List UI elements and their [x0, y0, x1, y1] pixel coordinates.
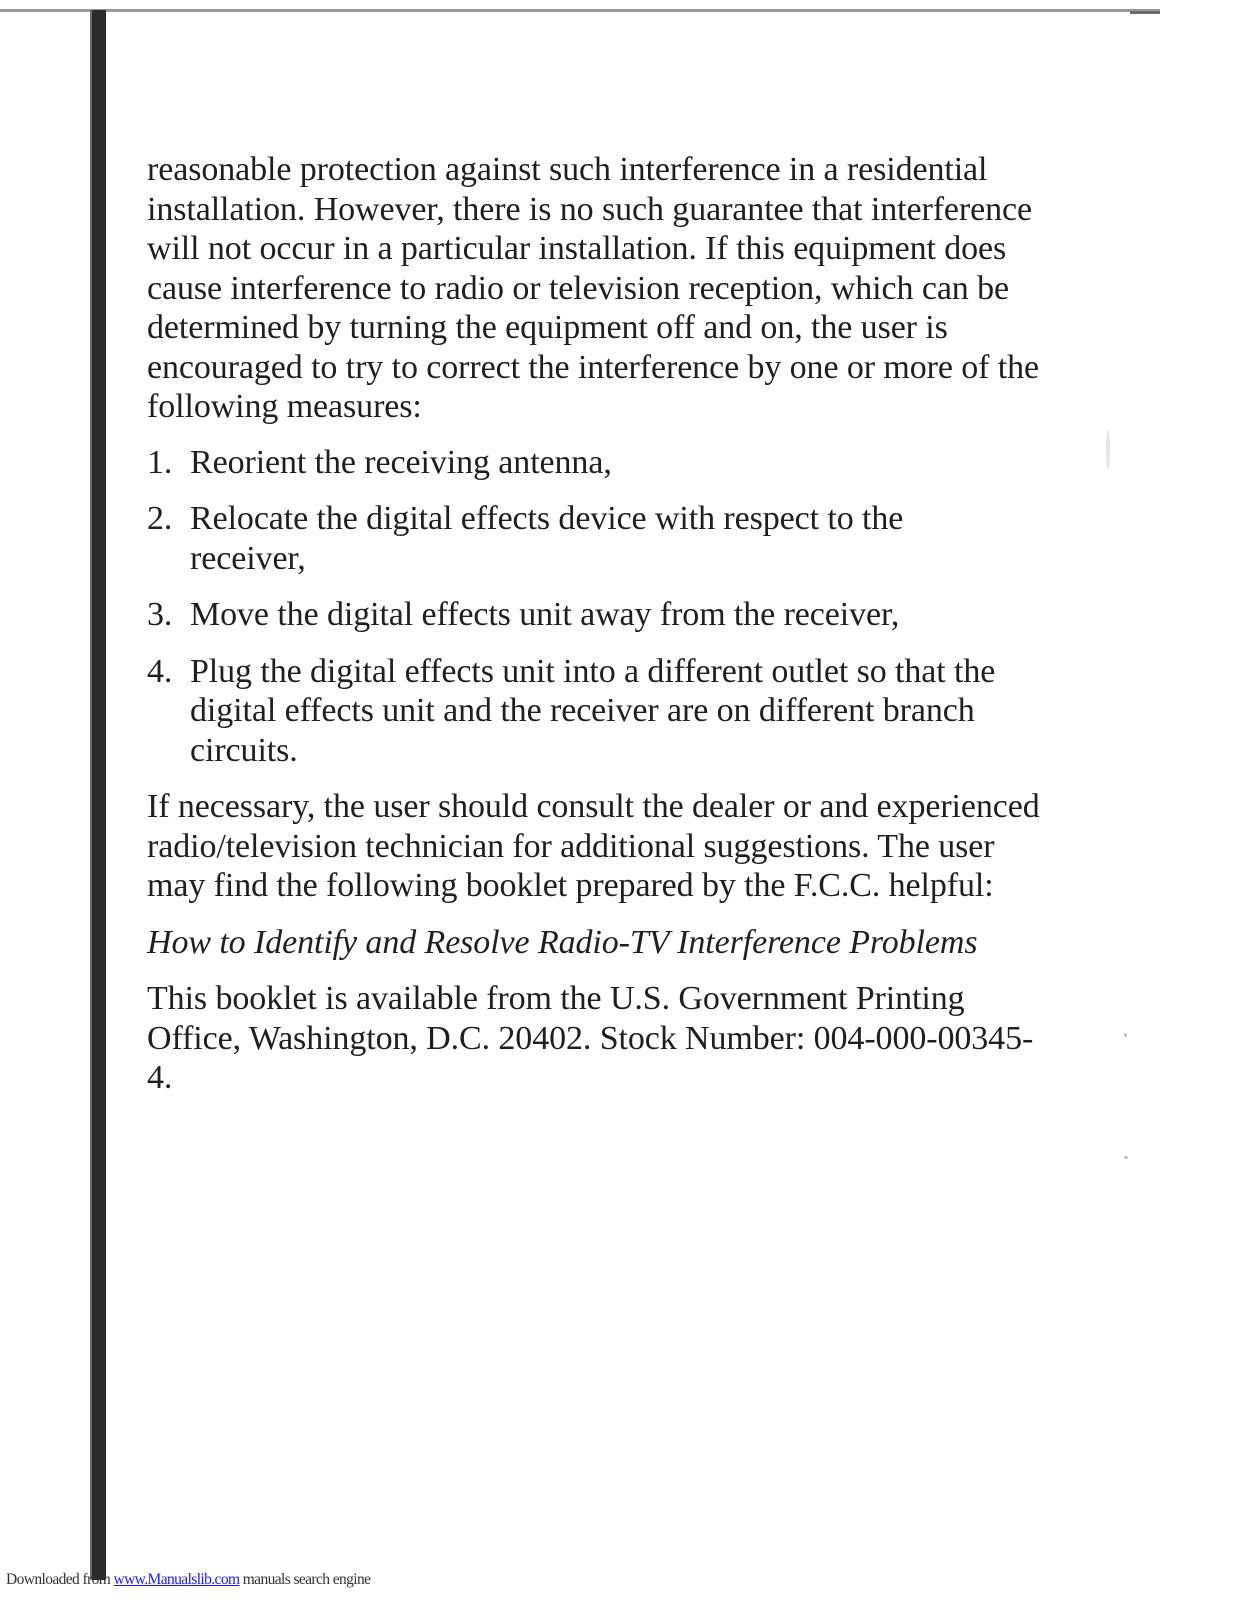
- list-item: [147, 595, 1047, 635]
- list-item-number: 4.: [147, 652, 173, 690]
- top-border-line: [0, 9, 1160, 12]
- footer-prefix: Downloaded from: [6, 1571, 114, 1588]
- scan-speck: [1124, 1033, 1127, 1037]
- list-item: [147, 443, 1047, 483]
- binding-bar: [92, 10, 106, 1580]
- list-item-text: Relocate the digital effects device with respect to the receiver,: [190, 500, 904, 577]
- list-item-text: Plug the digital effects unit into a different outlet so that the digital effects unit and the receiver are on different branch circuits.: [190, 652, 996, 769]
- consult-paragraph: If necessary, the user should consult the dealer or and experienced radio/television technician for additional suggestions. The user may find the following booklet prepared by the F.C.C. helpful:: [147, 788, 1040, 904]
- list-item: [147, 652, 1047, 771]
- top-border-line-tail: [1130, 11, 1160, 14]
- list-item-number: 1.: [147, 443, 173, 481]
- scan-speck: [1106, 430, 1110, 470]
- booklet-title: How to Identify and Resolve Radio-TV Interference Problems: [147, 923, 978, 961]
- footer-suffix: manuals search engine: [239, 1571, 371, 1588]
- list-item-text: Reorient the receiving antenna,: [190, 443, 612, 481]
- list-item-number: 2.: [147, 500, 173, 537]
- manualslib-link[interactable]: www.Manualslib.com: [113, 1571, 240, 1588]
- document-body: [147, 150, 1047, 1098]
- download-footer: [6, 1571, 370, 1589]
- list-item: [147, 499, 1047, 578]
- measures-list: [147, 443, 1047, 771]
- scan-speck: [1124, 1156, 1128, 1159]
- list-item-number: 3.: [147, 596, 173, 633]
- intro-paragraph: reasonable protection against such interference in a residential installation. However, there is no such guarantee that interference will not occur in a particular installation. If this equipment does cause interference to radio or television reception, which can be determined by turning the equipment off and on, the user is encouraged to try to correct the interference by one or more of the following measures:: [147, 151, 1039, 425]
- list-item-text: Move the digital effects unit away from the receiver,: [190, 596, 900, 633]
- availability-paragraph: This booklet is available from the U.S. Government Printing Office, Washington, D.C. 20402. Stock Number: 004-000-00345-4.: [147, 980, 1034, 1096]
